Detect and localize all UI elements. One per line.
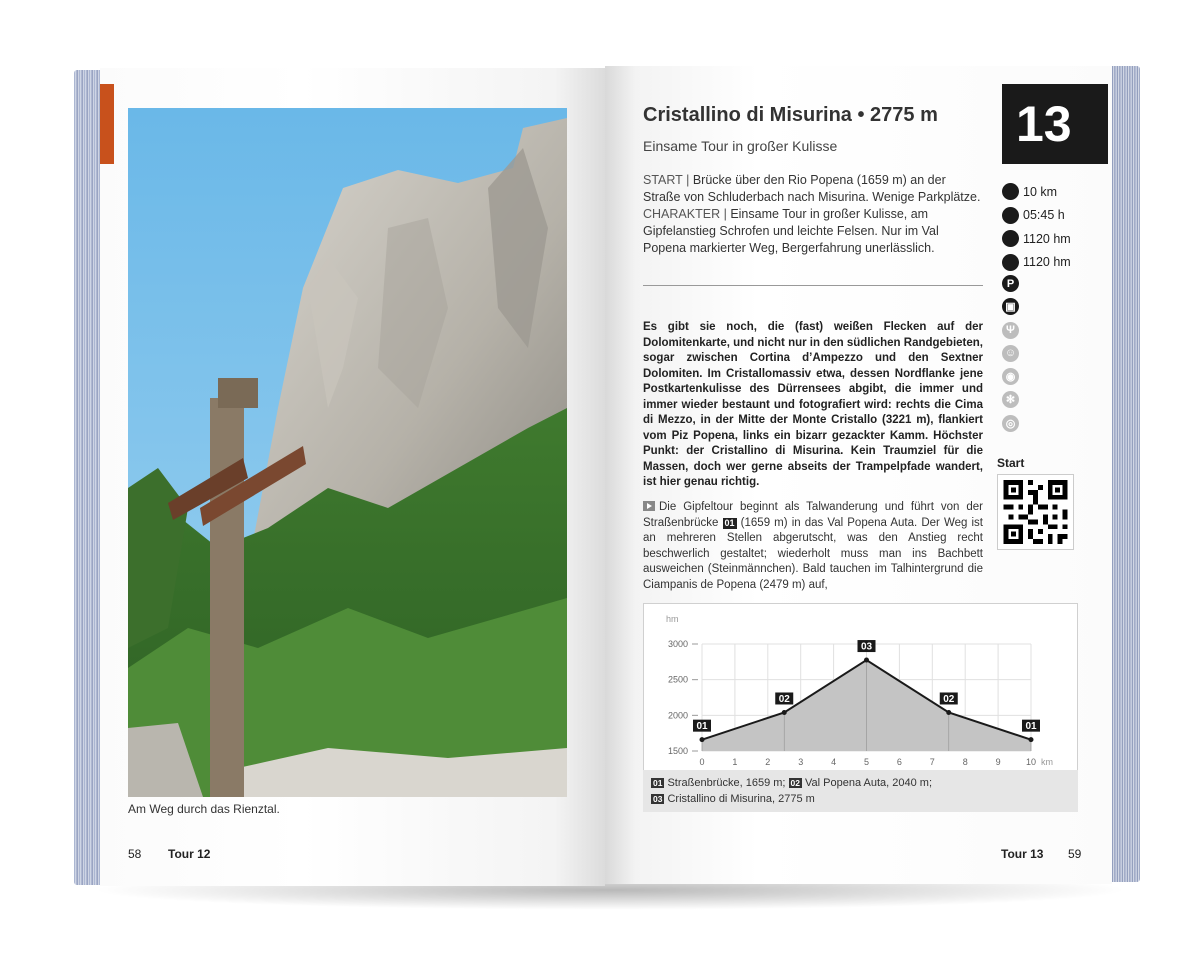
stat-descent (1002, 251, 1102, 275)
feature-symbols (1002, 275, 1022, 438)
tour-stats (1002, 180, 1102, 274)
route-text-2: (1659 m) in das Val Popena Auta. Der Weg ist an mehreren Stellen abgerutscht, was den Anstieg recht beschwerlich gestaltet; wiederholt muss man ins Bachbett ausweichen (Steinmännchen). Bald tauchen im Talhintergrund die Ciampanis de Popena (2479 m) auf, (643, 516, 983, 591)
qr-code[interactable] (997, 474, 1074, 550)
stat-value: 05:45 h (1023, 208, 1065, 223)
book-edge-right (1108, 66, 1140, 882)
y-tick-label: 1500 (667, 746, 688, 756)
x-tick-label: 10 (1025, 757, 1037, 767)
profile-point (1029, 737, 1034, 742)
view-icon: ◉ (1002, 368, 1019, 385)
tour-title: Cristallino di Misurina • 2775 m (643, 104, 938, 126)
chapter-tab (100, 84, 114, 164)
x-tick-label: 3 (798, 757, 804, 767)
point-label: 02 (943, 693, 955, 705)
point-label: 02 (778, 693, 790, 705)
x-tick-label: 6 (896, 757, 902, 767)
y-unit-label: hm (666, 614, 679, 624)
parking-icon: P (1002, 275, 1019, 292)
stat-ascent (1002, 227, 1102, 251)
profile-point (782, 710, 787, 715)
stat-value: 1120 hm (1023, 255, 1071, 270)
tour-label-left: Tour 12 (168, 847, 211, 861)
distance-icon (1002, 183, 1019, 200)
x-tick-label: 1 (732, 757, 738, 767)
tour-number-badge: 13 (1002, 84, 1108, 164)
qr-start-label: Start (997, 456, 1025, 470)
stat-value: 10 km (1023, 184, 1058, 199)
book-edge-left (74, 70, 102, 885)
x-tick-label: 4 (831, 757, 837, 767)
legend-tag: 03 (653, 794, 663, 804)
stat-value: 1120 hm (1023, 231, 1071, 246)
y-tick-label: 2000 (667, 710, 688, 721)
x-tick-label: 5 (863, 757, 870, 767)
play-icon (643, 501, 655, 511)
legend-row (651, 791, 1070, 807)
point-label: 01 (1025, 721, 1037, 733)
tour-subtitle: Einsame Tour in großer Kulisse (643, 138, 838, 154)
page-number-right: 59 (1068, 847, 1082, 861)
y-tick-label: 2500 (667, 674, 688, 685)
y-tick-label: 3000 (667, 639, 688, 649)
legend-row (651, 775, 1070, 791)
legend-tag: 02 (790, 778, 801, 788)
chart-legend (643, 770, 1078, 812)
legend-text: Cristallino di Misurina, 2775 m (667, 793, 815, 805)
profile-point (700, 737, 705, 742)
elevation-chart (644, 604, 1079, 770)
photo-caption: Am Weg durch das Rienztal. (128, 802, 280, 816)
bus-icon: ▣ (1002, 298, 1019, 315)
mountain-photo (128, 108, 567, 797)
waypoint-tag: 01 (724, 517, 735, 528)
tour-label-right: Tour 13 (1001, 847, 1044, 861)
point-label: 03 (860, 641, 873, 653)
route-text-1: Die Gipfeltour beginnt als Talwanderung und führt von der Straßenbrücke (643, 501, 983, 529)
winter-icon: ✻ (1002, 391, 1019, 408)
route-paragraph (643, 500, 983, 593)
x-tick-label: 2 (765, 757, 771, 767)
descent-icon (1002, 254, 1019, 271)
clock-icon (1002, 207, 1019, 224)
restaurant-icon: Ψ (1002, 322, 1019, 339)
charakter-text: Einsame Tour in großer Kulisse, am Gipfelanstieg Schrofen und leichte Felsen. Nur im Val Popena markierter Weg, Bergerfahrung unerlässlich. (643, 207, 939, 255)
x-tick-label: 9 (995, 757, 1001, 767)
tour-intro (643, 172, 983, 257)
bike-icon: ◎ (1002, 415, 1019, 432)
x-tick-label: 8 (962, 757, 968, 767)
x-tick-label: 7 (929, 757, 935, 767)
x-unit-label: km (1041, 757, 1053, 767)
charakter-label: CHARAKTER | (643, 207, 727, 221)
profile-point (946, 710, 951, 715)
stat-duration (1002, 204, 1102, 228)
point-label: 01 (696, 721, 708, 733)
x-tick-label: 0 (699, 757, 705, 767)
divider (643, 285, 983, 286)
lead-paragraph: Es gibt sie noch, die (fast) weißen Flecken auf der Dolomitenkarte, und nicht nur in den südlichen Randgebieten, sogar zwischen Cortina d’Ampezzo und den Sextner Dolomiten. Im Cristallomassiv etwa, dessen Nordflanke jene Postkartenkulisse des Dürrensees abgibt, die immer und immer wieder bestaunt und fotografiert wird: rechts die Cima di Mezzo, in der Mitte der Monte Cristallo (3221 m), flankiert vom Piz Popena, links ein bizarr gezackter Kamm. Höchster Punkt: der Cristallino di Misurina. Kein Traumziel für die Massen, doch wer gerne abseits der Trampelpfade wandert, ist hier genau richtig. (643, 321, 983, 488)
start-label: START | (643, 173, 690, 187)
legend-text: Straßenbrücke, 1659 m; (667, 777, 786, 789)
page-number-left: 58 (128, 847, 142, 861)
legend-tag: 01 (653, 778, 663, 788)
stat-distance (1002, 180, 1102, 204)
family-icon: ☺ (1002, 345, 1019, 362)
start-text: Brücke über den Rio Popena (1659 m) an der Straße von Schluderbach nach Misurina. Wenige Parkplätze. (643, 173, 981, 204)
profile-point (864, 658, 869, 663)
legend-text: Val Popena Auta, 2040 m; (805, 777, 933, 789)
ascent-icon (1002, 230, 1019, 247)
